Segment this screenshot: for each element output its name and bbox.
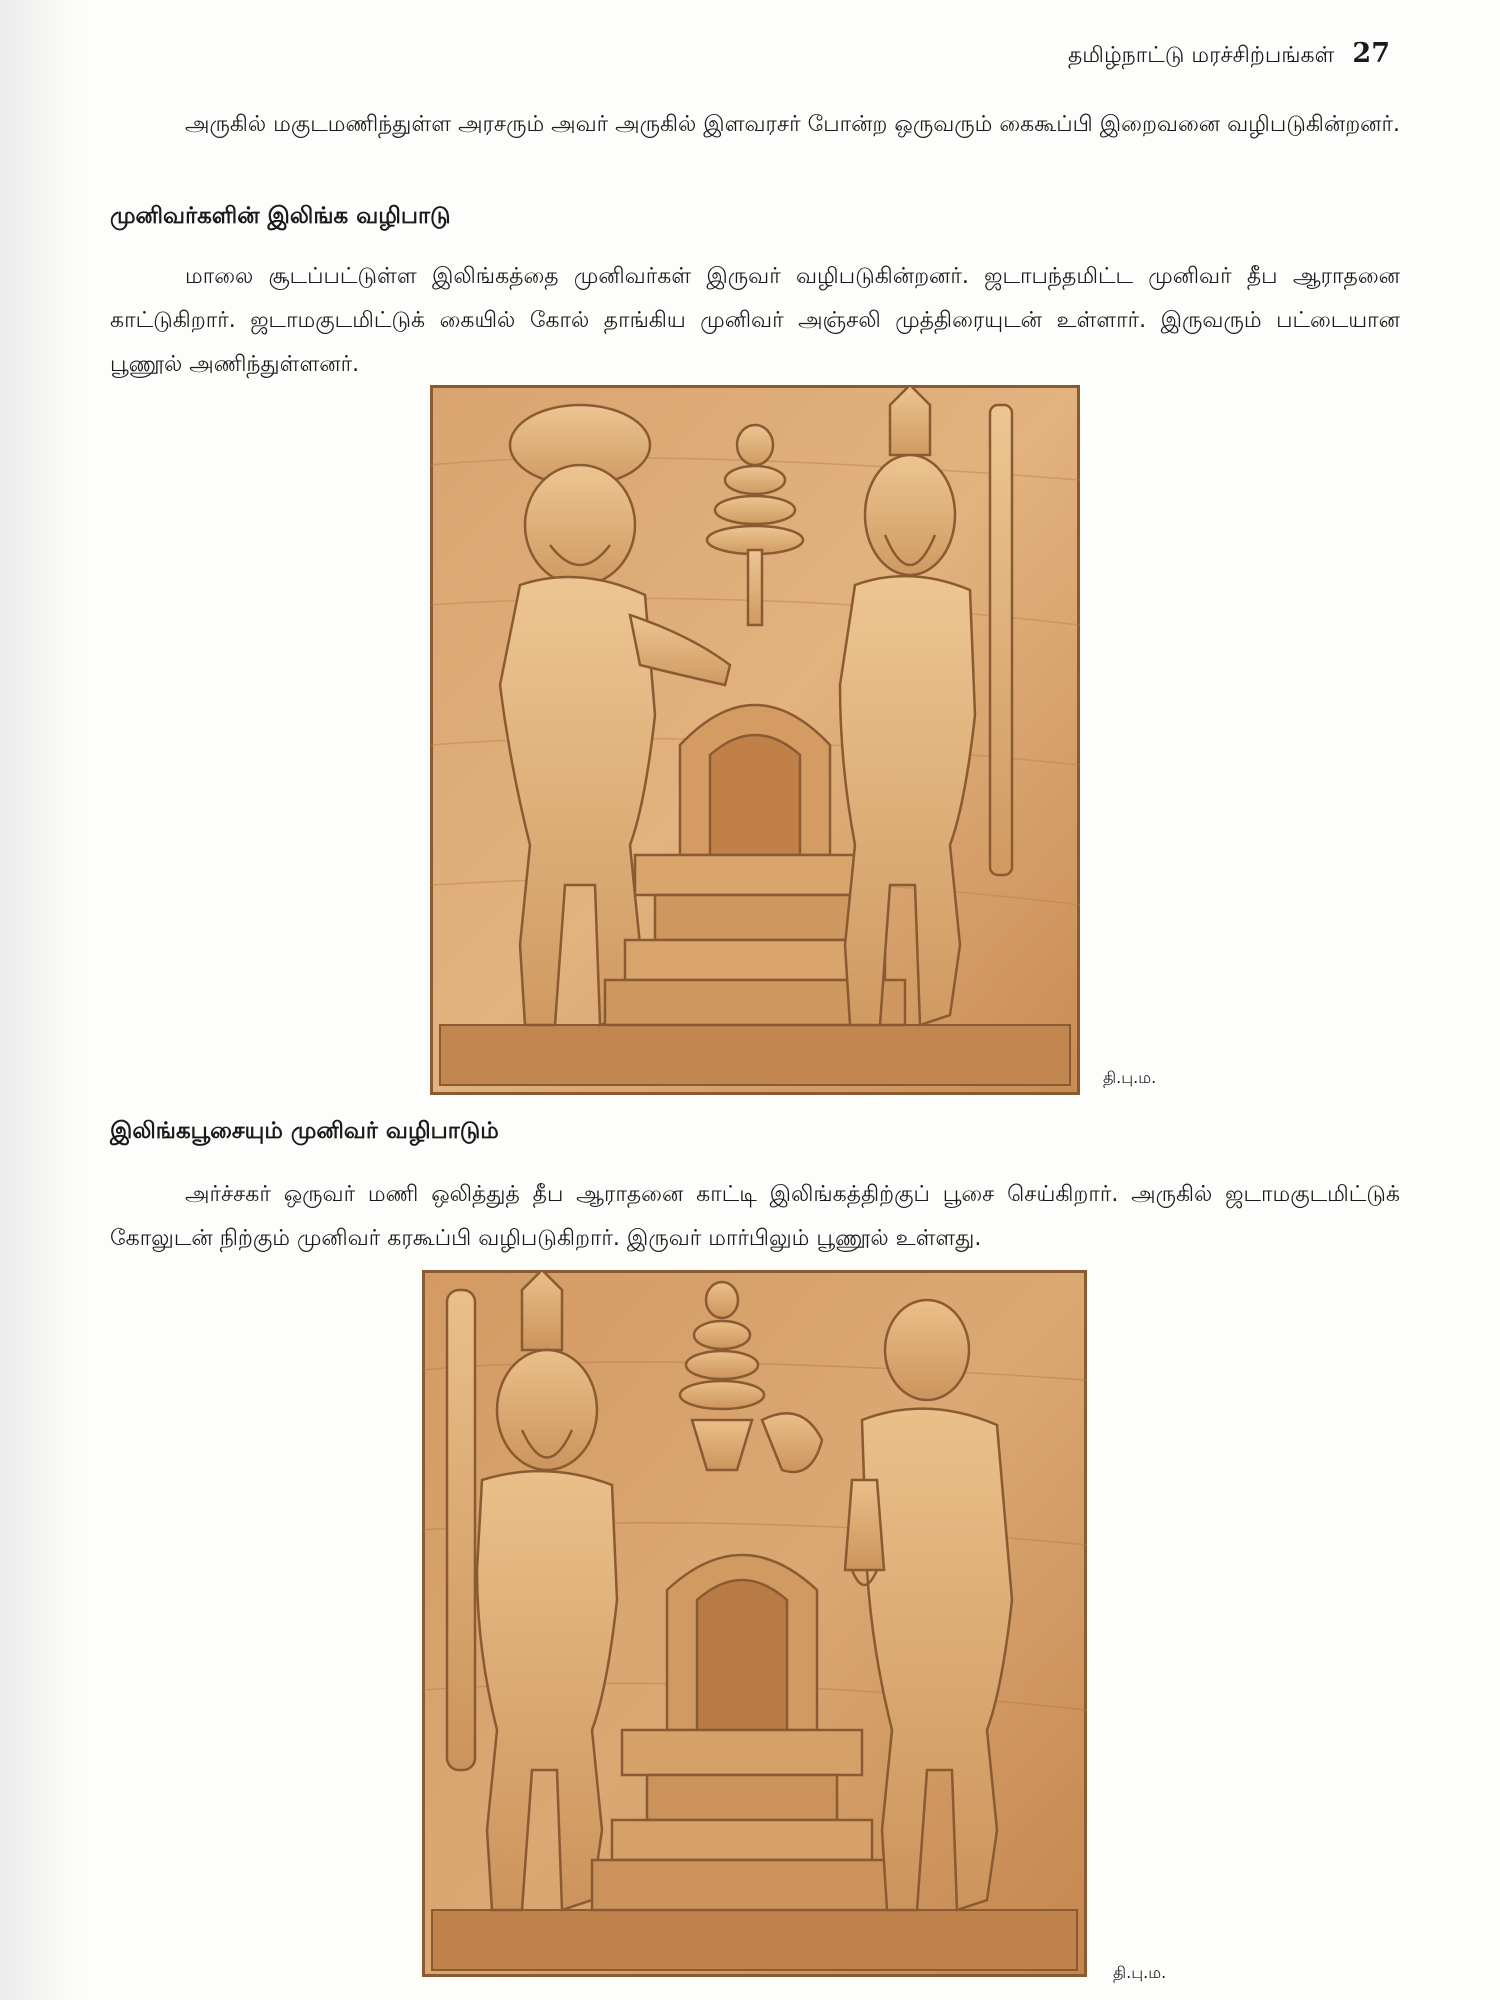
intro-paragraph: அருகில் மகுடமணிந்துள்ள அரசரும் அவர் அருகில் இளவரசர் போன்ற ஒருவரும் கைகூப்பி இறைவனை வழிபடுகின்றனர்.	[185, 112, 1400, 137]
section1-heading: முனிவர்களின் இலிங்க வழிபாடு	[110, 203, 451, 229]
page-number: 27	[1352, 38, 1390, 69]
photo1-credit: தி.பு.ம.	[1103, 1068, 1157, 1087]
photo2-credit: தி.பு.ம.	[1113, 1963, 1167, 1982]
section1-paragraph: மாலை சூடப்பட்டுள்ள இலிங்கத்தை முனிவர்கள் இருவர் வழிபடுகின்றனர். ஜடாபந்தமிட்ட முனிவர் தீப ஆராதனை காட்டுகிறார். ஜடாமகுடமிட்டுக் கையில் கோல் தாங்கிய முனிவர் அஞ்சலி முத்திரையுடன் உள்ளார். இருவரும் பட்டையான பூணூல் அணிந்துள்ளனர்.	[110, 264, 1400, 377]
wood-carving-photo-sages-worship	[430, 385, 1080, 1095]
section2-heading: இலிங்கபூசையும் முனிவர் வழிபாடும்	[110, 1118, 499, 1144]
section2-paragraph: அர்ச்சகர் ஒருவர் மணி ஒலித்துத் தீப ஆராதனை காட்டி இலிங்கத்திற்குப் பூசை செய்கிறார். அருகில் ஜடாமகுடமிட்டுக் கோலுடன் நிற்கும் முனிவர் கரகூப்பி வழிபடுகிறார். இருவர் மார்பிலும் பூணூல் உள்ளது.	[110, 1182, 1400, 1251]
page-gutter-shadow	[0, 0, 85, 2000]
running-header	[1068, 38, 1390, 71]
wood-carving-photo-linga-puja	[422, 1270, 1087, 1977]
running-title: தமிழ்நாட்டு மரச்சிற்பங்கள்	[1067, 43, 1335, 68]
